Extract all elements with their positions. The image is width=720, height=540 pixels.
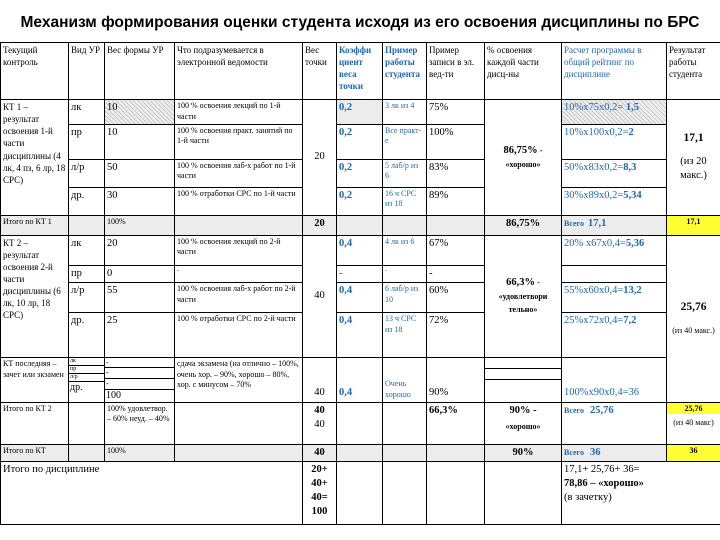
kt1-type: пр <box>69 124 105 159</box>
kt2-mastery <box>485 235 562 357</box>
kt-total-sum-value: 36 <box>589 446 601 458</box>
exam-row <box>1 357 720 402</box>
kt1-calc <box>562 159 667 187</box>
kt1-calc-value: 5,34 <box>623 189 642 201</box>
kt2-result <box>667 235 720 402</box>
final-calc: 17,1+ 25,76+ 36= <box>564 463 640 475</box>
kt2-example: 4 лк из 6 <box>383 235 427 265</box>
kt2-calc <box>562 235 667 265</box>
kt2-label: КТ 2 – результат освоения 2-й части дисциплины (6 лк, 10 лр, 18 СРС) <box>1 235 69 357</box>
kt1-example: Все практ-е <box>383 124 427 159</box>
kt1-calc <box>562 187 667 215</box>
header-mastery-percent: % освоения каждой части дисц-ны <box>485 43 562 100</box>
kt1-weight: 50 <box>105 159 175 187</box>
kt1-calc-formula: 50%х83х0,2= <box>564 161 624 173</box>
kt1-mastery-grade: - «хорошо» <box>505 145 543 169</box>
kt1-record: 75% <box>427 100 485 125</box>
kt1-row-lr <box>1 159 720 187</box>
kt2-point-weight: 40 <box>303 235 337 357</box>
exam-calc: 100%х90х0,4=36 <box>562 357 667 402</box>
kt1-total-sum-label: Всего <box>564 218 584 228</box>
kt2-desc: 100 % освоения лекций по 2-й части <box>175 235 303 265</box>
kt1-type: лк <box>69 100 105 125</box>
exam-mini-weights <box>105 358 174 402</box>
kt-total-row <box>1 444 720 461</box>
kt1-calc-value: 8,3 <box>623 161 637 173</box>
kt1-total-point: 20 <box>303 215 337 235</box>
kt2-total-percent: 66,3% <box>427 402 485 444</box>
kt1-coef: 0,2 <box>337 100 383 125</box>
exam-mini-type: лк <box>69 358 104 366</box>
kt1-row-lk <box>1 100 720 125</box>
kt2-record: 72% <box>427 312 485 357</box>
header-point-weight: Вес точки <box>303 43 337 100</box>
kt-total-point: 40 <box>303 444 337 461</box>
exam-types <box>69 357 105 402</box>
kt2-calc-value: 7,2 <box>623 314 637 326</box>
kt1-coef: 0,2 <box>337 159 383 187</box>
header-current-control: Текущий контроль <box>1 43 69 100</box>
kt-total-sum <box>562 444 667 461</box>
kt2-coef: - <box>337 265 383 282</box>
kt1-calc-value: 2 <box>628 126 634 138</box>
kt2-weight: 25 <box>105 312 175 357</box>
kt-total-sum-label: Всего <box>564 447 584 457</box>
kt2-row-lk <box>1 235 720 265</box>
kt1-example: 5 лаб/р из 6 <box>383 159 427 187</box>
kt1-record: 83% <box>427 159 485 187</box>
kt2-calc-value: 13,2 <box>623 284 642 296</box>
kt2-desc: - <box>175 265 303 282</box>
header-type: Вид УР <box>69 43 105 100</box>
exam-record: 90% <box>427 357 485 402</box>
kt2-type: л/р <box>69 282 105 312</box>
kt2-total-result-value: 25,76 <box>667 403 720 414</box>
exam-label: КТ последняя – зачет или экзамен <box>1 357 69 402</box>
final-row <box>1 461 720 524</box>
kt2-total-weight: 100% <box>107 403 126 413</box>
kt2-total-point <box>303 402 337 444</box>
kt2-record: 67% <box>427 235 485 265</box>
header-record-example: Пример записи в эл. вед-ти <box>427 43 485 100</box>
exam-point-weight-alt: 40 <box>314 418 325 430</box>
kt2-example: 13 ч СРС из 18 <box>383 312 427 357</box>
exam-mini-type: пр <box>69 365 104 373</box>
header-student-example: Пример работы студента <box>383 43 427 100</box>
kt1-type: л/р <box>69 159 105 187</box>
header-row <box>1 43 720 100</box>
kt1-total-result: 17,1 <box>667 215 720 235</box>
kt1-calc <box>562 100 667 125</box>
grading-table-wrapper <box>0 42 720 525</box>
kt1-type: др. <box>69 187 105 215</box>
kt2-calc <box>562 312 667 357</box>
kt1-weight: 30 <box>105 187 175 215</box>
kt2-row-lr <box>1 282 720 312</box>
kt2-weight: 0 <box>105 265 175 282</box>
kt2-total-result <box>667 402 720 444</box>
final-note: (в зачетку) <box>564 492 612 504</box>
kt-total-label: Итого по КТ <box>1 444 69 461</box>
kt2-coef: 0,4 <box>337 235 383 265</box>
kt1-record: 100% <box>427 124 485 159</box>
kt2-mastery-grade: - «удовлетвори тельно» <box>498 278 548 315</box>
kt2-calc <box>562 265 667 282</box>
kt2-exam-mastery <box>485 402 562 444</box>
final-grade: 78,86 – «хорошо» <box>564 477 644 489</box>
kt1-total-sum <box>562 215 667 235</box>
kt2-total-sum-value: 25,76 <box>589 404 614 416</box>
kt2-type: пр <box>69 265 105 282</box>
exam-point-weight: 40 <box>303 357 337 402</box>
kt1-weight: 10 <box>105 124 175 159</box>
kt1-total-row <box>1 215 720 235</box>
kt2-desc: 100 % освоения лаб-х работ по 2-й части <box>175 282 303 312</box>
kt1-calc <box>562 124 667 159</box>
kt2-example: - <box>383 265 427 282</box>
header-coefficient: Коэффи циент веса точки <box>337 43 383 100</box>
kt2-row-dr <box>1 312 720 357</box>
exam-example: Очень хорошо <box>383 357 427 402</box>
exam-mini-weight: - <box>105 358 174 368</box>
kt2-total-point-value: 40 <box>314 404 325 416</box>
kt2-row-pr <box>1 265 720 282</box>
kt1-weight: 10 <box>105 100 175 125</box>
kt-total-result: 36 <box>667 444 720 461</box>
kt1-calc-formula: 10%х100х0,2= <box>564 126 629 138</box>
exam-mini-weight: - <box>105 368 174 379</box>
header-form-weight: Вес формы УР <box>105 43 175 100</box>
kt1-point-weight: 20 <box>303 100 337 216</box>
kt1-desc: 100 % отработки СРС по 1-й части <box>175 187 303 215</box>
kt2-coef: 0,4 <box>337 282 383 312</box>
kt2-result-value: 25,76 <box>680 301 707 314</box>
kt1-calc-value: 1,5 <box>625 102 640 113</box>
kt-total-weight: 100% <box>105 444 175 461</box>
kt1-result-value: 17,1 <box>683 132 704 145</box>
kt1-desc: 100 % освоения лаб-х работ по 1-й части <box>175 159 303 187</box>
kt1-calc-formula: 10%х75х0,2= <box>564 102 626 113</box>
exam-mini-weight: - <box>105 378 174 389</box>
kt2-exam-grade: «хорошо» <box>505 421 541 431</box>
kt2-mastery-percent: 66,3% <box>506 277 535 289</box>
final-label: Итого по дисциплине <box>1 461 303 524</box>
kt2-total-label: Итого по КТ 2 <box>1 402 69 444</box>
kt2-total-desc <box>105 402 175 444</box>
kt2-type: др. <box>69 312 105 357</box>
kt1-row-pr <box>1 124 720 159</box>
page-title: Механизм формирования оценки студента исходя из его освоения дисциплины по БРС <box>20 14 700 31</box>
kt1-result-max: (из 20 макс.) <box>680 155 707 182</box>
header-meaning: Что подразумевается в электронной ведомости <box>175 43 303 100</box>
kt1-total-sum-value: 17,1 <box>587 217 607 229</box>
kt2-total-row <box>1 402 720 444</box>
kt1-total-percent: 86,75% <box>485 215 562 235</box>
grading-table <box>0 42 720 525</box>
kt2-total-result-max: (из 40 макс) <box>673 417 714 427</box>
exam-mini-type: л/р <box>69 374 104 382</box>
kt2-weight: 20 <box>105 235 175 265</box>
exam-coef: 0,4 <box>337 357 383 402</box>
kt2-weight: 55 <box>105 282 175 312</box>
kt1-calc-formula: 30%х89х0,2= <box>564 189 624 201</box>
final-result <box>562 461 720 524</box>
kt2-total-desc-text: удовлетвор. – 60% неуд. – 40% <box>107 403 170 424</box>
exam-mini-types <box>69 358 104 395</box>
kt2-result-max: (из 40 макс.) <box>672 325 715 335</box>
kt1-coef: 0,2 <box>337 124 383 159</box>
exam-type: др. <box>70 382 83 394</box>
kt2-calc <box>562 282 667 312</box>
kt1-desc: 100 % освоения лекций по 1-й части <box>175 100 303 125</box>
kt1-coef: 0,2 <box>337 187 383 215</box>
kt2-desc: 100 % отработки СРС по 2-й части <box>175 312 303 357</box>
kt1-mastery-percent: 86,75% <box>503 144 538 156</box>
kt2-type: лк <box>69 235 105 265</box>
kt1-total-label: Итого по КТ 1 <box>1 215 69 235</box>
kt1-desc: 100 % освоения практ. занятий по 1-й части <box>175 124 303 159</box>
kt1-result <box>667 100 720 216</box>
exam-desc: сдача экзамена (на отлично – 100%, очень хор. – 90%, хорошо – 80%, хор. с минусом – 70% <box>175 357 303 402</box>
kt2-calc-formula: 55%х60х0,4= <box>564 284 624 296</box>
kt2-calc-formula: 25%х72х0,4= <box>564 314 624 326</box>
kt2-calc-value: 5,36 <box>625 237 645 249</box>
kt2-total-sum <box>562 402 667 444</box>
kt2-coef: 0,4 <box>337 312 383 357</box>
kt1-mastery <box>485 100 562 216</box>
kt2-calc-formula: 20% х67х0,4= <box>564 237 626 249</box>
kt1-row-dr <box>1 187 720 215</box>
final-points: 20+ 40+ 40= 100 <box>303 461 337 524</box>
kt2-exam-percent: 90% - <box>509 404 537 416</box>
exam-weight: 100 <box>106 389 121 401</box>
exam-weights <box>105 357 175 402</box>
kt2-record: 60% <box>427 282 485 312</box>
kt2-total-sum-label: Всего <box>564 405 584 415</box>
kt2-example: 6 лаб/р из 10 <box>383 282 427 312</box>
kt1-example: 3 лк из 4 <box>383 100 427 125</box>
kt1-total-weight: 100% <box>105 215 175 235</box>
kt1-example: 16 ч СРС из 18 <box>383 187 427 215</box>
kt-total-percent: 90% <box>485 444 562 461</box>
kt2-record: - <box>427 265 485 282</box>
kt1-record: 89% <box>427 187 485 215</box>
header-rating-calc: Расчет программы в общий рейтинг по дисциплине <box>562 43 667 100</box>
header-student-result: Результат работы студента <box>667 43 720 100</box>
kt1-label: КТ 1 – результат освоения 1-й части дисциплины (4 лк, 4 пз, 6 лр, 18 СРС) <box>1 100 69 216</box>
